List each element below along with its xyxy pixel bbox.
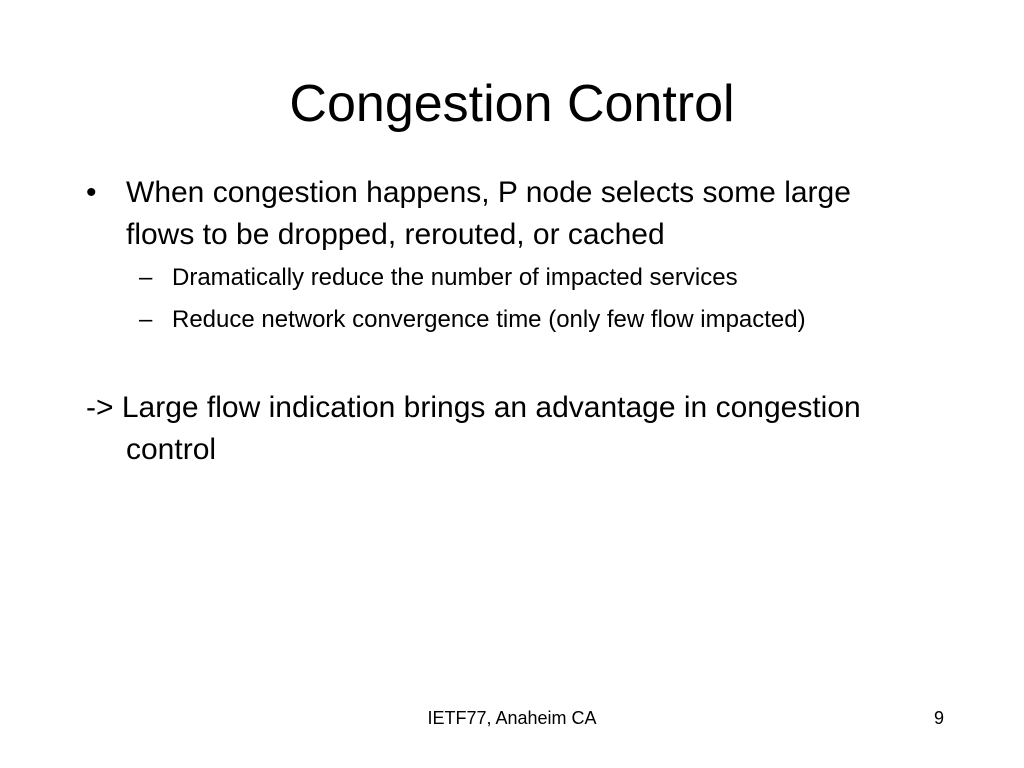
page-number: 9 [933, 708, 944, 728]
bullet-marker: • [86, 176, 97, 209]
conclusion-paragraph: -> Large flow indication brings an advantage in congestion control [86, 391, 861, 466]
sub-bullet-text: Dramatically reduce the number of impacted services [172, 264, 738, 291]
bullet-item [86, 172, 926, 256]
slide-title: Congestion Control [289, 75, 735, 133]
sub-bullet-text: Reduce network convergence time (only few flow impacted) [172, 306, 806, 333]
sub-bullet-item [139, 263, 972, 293]
bullet-text: When congestion happens, P node selects some large flows to be dropped, rerouted, or cached [126, 176, 851, 251]
footer-event-label: IETF77, Anaheim CA [427, 708, 597, 728]
sub-bullet-marker: – [139, 264, 153, 291]
sub-bullet-marker: – [139, 306, 153, 333]
sub-bullet-item [139, 305, 972, 335]
